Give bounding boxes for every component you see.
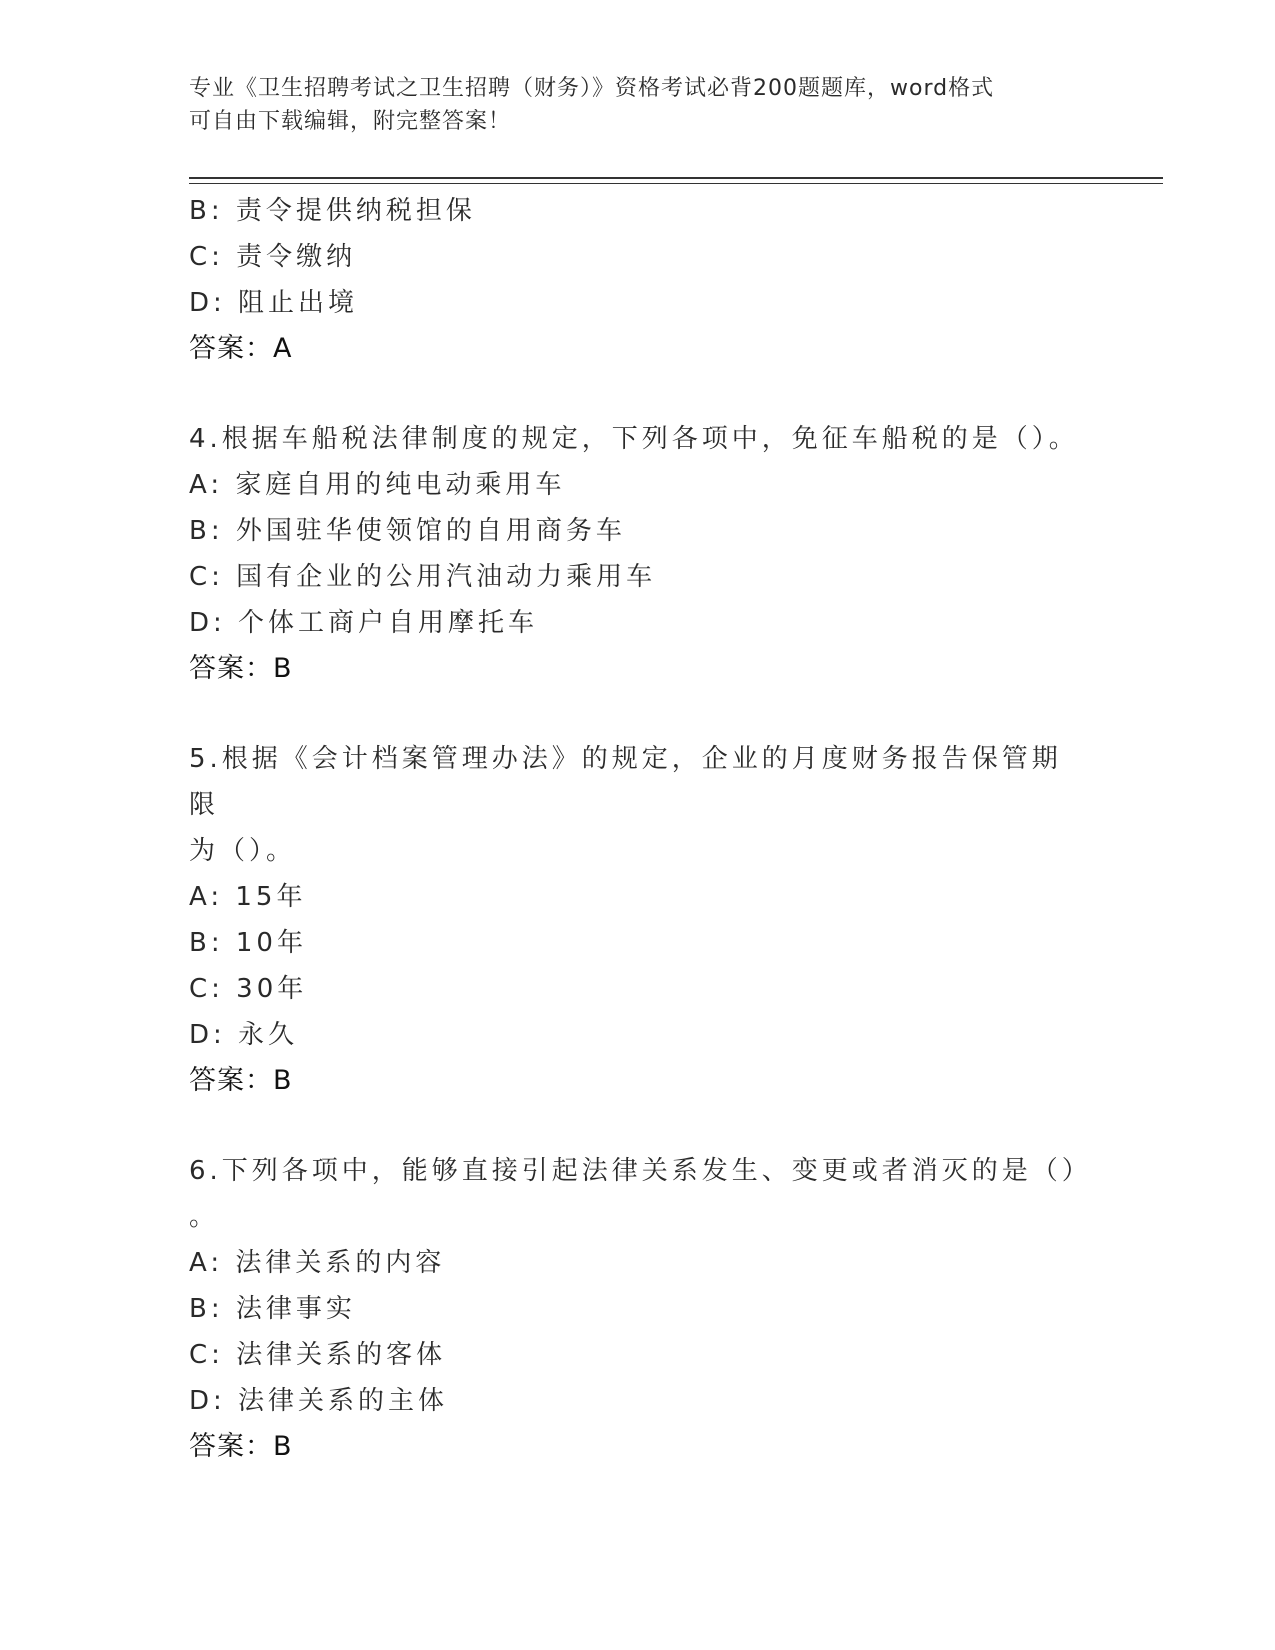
header-title-line-1: 专业《卫生招聘考试之卫生招聘（财务）》资格考试必背200题题库，word格式 — [189, 76, 995, 101]
q4-question-text: 4.根据车船税法律制度的规定，下列各项中，免征车船税的是（）。 — [189, 424, 1079, 454]
q4-option-a: A: 家庭自用的纯电动乘用车 — [189, 470, 566, 500]
q3-option-c: C: 责令缴纳 — [189, 242, 357, 272]
q6-option-c: C: 法律关系的客体 — [189, 1340, 447, 1370]
q4-answer: 答案：B — [189, 653, 293, 684]
q6-answer: 答案：B — [189, 1431, 293, 1462]
question-6-block — [189, 1148, 1092, 1470]
q6-option-d: D: 法律关系的主体 — [189, 1386, 449, 1416]
q6-option-a: A: 法律关系的内容 — [189, 1248, 446, 1278]
header-divider-thick — [189, 177, 1163, 179]
q5-option-a: A: 15年 — [189, 882, 307, 912]
q5-question-text-line-2: 为（）。 — [189, 836, 297, 866]
q4-option-c: C: 国有企业的公用汽油动力乘用车 — [189, 562, 657, 592]
q5-option-c: C: 30年 — [189, 974, 308, 1004]
q4-option-d: D: 个体工商户自用摩托车 — [189, 608, 539, 638]
header-title-line-2: 可自由下载编辑，附完整答案！ — [189, 109, 512, 134]
q6-option-b: B: 法律事实 — [189, 1294, 356, 1324]
q4-option-b: B: 外国驻华使领馆的自用商务车 — [189, 516, 626, 546]
question-4-block — [189, 416, 1089, 692]
q5-option-d: D: 永久 — [189, 1020, 299, 1050]
spacer — [189, 692, 1089, 736]
q3-option-d: D: 阻止出境 — [189, 288, 359, 318]
q3-option-b: B: 责令提供纳税担保 — [189, 196, 476, 226]
question-5-block — [189, 736, 1089, 1104]
header-divider-thin — [189, 183, 1163, 184]
question-3-block — [189, 188, 1089, 372]
spacer — [189, 1104, 1089, 1148]
spacer — [189, 372, 1089, 416]
q5-question-text-line-1: 5.根据《会计档案管理办法》的规定，企业的月度财务报告保管期限 — [189, 744, 1062, 820]
q5-option-b: B: 10年 — [189, 928, 307, 958]
document-header — [189, 72, 1069, 138]
q5-answer: 答案：B — [189, 1065, 293, 1096]
q6-question-text-line-1: 6.下列各项中，能够直接引起法律关系发生、变更或者消灭的是（） — [189, 1156, 1092, 1186]
q3-answer: 答案：A — [189, 333, 293, 364]
question-list — [189, 188, 1092, 1470]
q6-question-text-line-2: 。 — [189, 1202, 220, 1232]
